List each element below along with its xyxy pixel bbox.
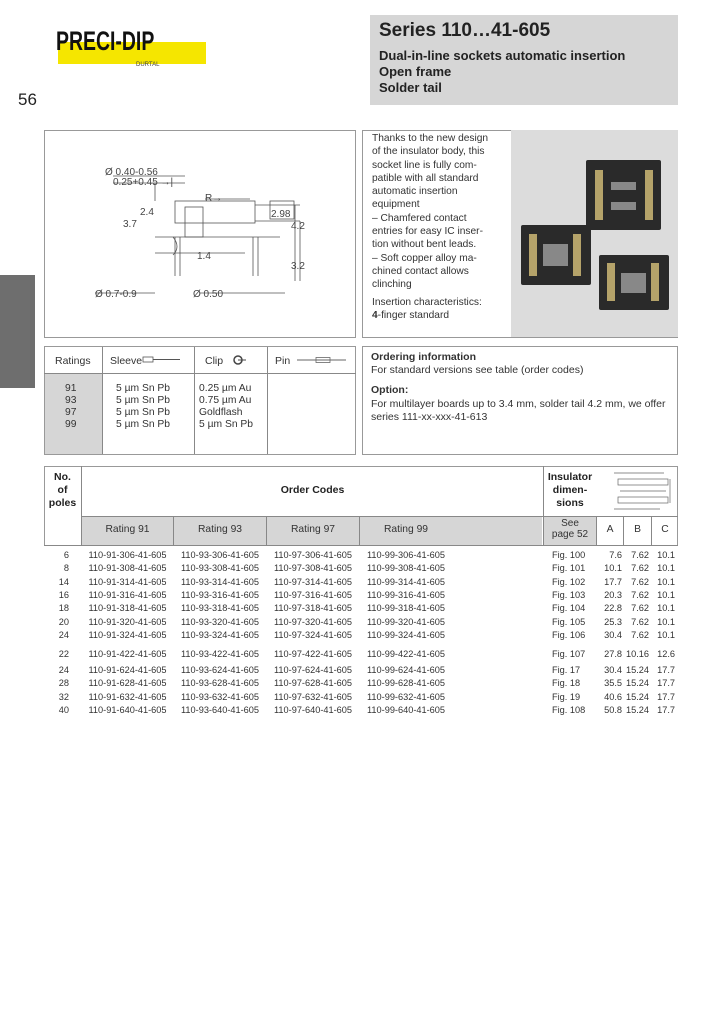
table-cell-r99: 110-99-308-41-605 <box>367 563 445 574</box>
product-photo <box>511 130 678 337</box>
desc-line: socket line is fully com- <box>372 159 477 171</box>
no-of-poles-line: poles <box>48 497 77 509</box>
table-cell-poles: 32 <box>58 691 69 702</box>
sleeve-value: 5 µm Sn Pb <box>116 407 171 418</box>
table-cell-r99: 110-99-320-41-605 <box>367 616 445 627</box>
table-cell-r99: 110-99-640-41-605 <box>367 705 445 715</box>
option-line-2: series 111-xx-xxx-41-613 <box>371 411 488 423</box>
table-cell-r91: 110-91-308-41-605 <box>88 563 167 574</box>
table-cell-fig: Fig. 100 <box>552 550 586 560</box>
insulator-line: sions <box>556 497 584 509</box>
table-cell-poles: 40 <box>58 705 69 715</box>
table-cell-b: 15.24 <box>626 678 649 689</box>
table-cell-a: 22.8 <box>604 603 622 614</box>
table-cell-r97: 110-97-320-41-605 <box>274 616 352 627</box>
option-line-1: For multilayer boards up to 3.4 mm, solder tail 4.2 mm, we offer <box>371 398 666 410</box>
ratings-col-line <box>102 347 103 454</box>
table-cell-poles: 6 <box>63 550 69 560</box>
ordering-title: Ordering information <box>371 351 476 363</box>
page-number: 56 <box>18 90 37 109</box>
insertion-value-rest: -finger standard <box>377 309 450 321</box>
insertion-label: Insertion characteristics: <box>372 296 482 308</box>
table-cell-a: 30.4 <box>604 665 622 676</box>
no-of-poles-line: of <box>57 484 68 496</box>
table-cell-c: 10.1 <box>657 616 675 627</box>
sleeve-value: 5 µm Sn Pb <box>116 395 171 406</box>
subtitle-line-2: Open frame <box>379 64 452 79</box>
table-cell-c: 17.7 <box>657 705 675 715</box>
option-title: Option: <box>371 384 409 396</box>
socket-photo-illustration <box>511 130 678 337</box>
table-cell-r97: 110-97-632-41-605 <box>274 691 352 702</box>
table-cell-r93: 110-93-320-41-605 <box>181 616 259 627</box>
drawing-label-9: 3.2 <box>291 261 305 272</box>
desc-line: tion without bent leads. <box>372 239 477 251</box>
table-cell-b: 7.62 <box>631 576 649 587</box>
table-cell-a: 27.8 <box>604 648 622 659</box>
table-cell-r99: 110-99-324-41-605 <box>367 629 445 640</box>
no-of-poles-header <box>44 471 81 510</box>
rating-97-header: Rating 97 <box>290 524 336 535</box>
clip-value: 5 µm Sn Pb <box>199 419 254 430</box>
table-cell-fig: Fig. 107 <box>552 648 586 659</box>
table-cell-poles: 14 <box>58 576 69 587</box>
drawing-label-2: 0.25+0.45 →| <box>113 177 174 188</box>
table-cell-r93: 110-93-624-41-605 <box>181 665 259 676</box>
table-cell-r97: 110-97-314-41-605 <box>274 576 352 587</box>
table-cell-r99: 110-99-314-41-605 <box>367 576 445 587</box>
table-cell-b: 7.62 <box>631 550 649 560</box>
table-cell-r91: 110-91-318-41-605 <box>88 603 167 614</box>
table-cell-b: 7.62 <box>631 563 649 574</box>
sleeve-icon <box>142 355 182 365</box>
see-page-line: See <box>561 518 579 529</box>
table-cell-fig: Fig. 19 <box>552 691 581 702</box>
table-cell-poles: 16 <box>58 589 69 600</box>
table-cell-r97: 110-97-318-41-605 <box>274 603 352 614</box>
table-cell-c: 17.7 <box>657 665 675 676</box>
table-cell-r97: 110-97-624-41-605 <box>274 665 352 676</box>
table-cell-r93: 110-93-422-41-605 <box>181 648 259 659</box>
table-cell-a: 30.4 <box>604 629 622 640</box>
table-cell-fig: Fig. 106 <box>552 629 586 640</box>
table-cell-r99: 110-99-632-41-605 <box>367 691 445 702</box>
table-cell-a: 50.8 <box>604 705 622 715</box>
table-cell-fig: Fig. 103 <box>552 589 586 600</box>
table-cell-r91: 110-91-422-41-605 <box>88 648 167 659</box>
brand-logo: PRECI-DIP <box>56 26 155 56</box>
table-cell-b: 7.62 <box>631 616 649 627</box>
sleeve-value: 5 µm Sn Pb <box>116 419 171 430</box>
table-cell-c: 10.1 <box>657 603 675 614</box>
table-cell-c: 10.1 <box>657 550 675 560</box>
table-cell-r99: 110-99-628-41-605 <box>367 678 445 689</box>
table-cell-poles: 8 <box>63 563 69 574</box>
drawing-label-6: 2.98 <box>271 209 291 220</box>
table-cell-r97: 110-97-422-41-605 <box>274 648 352 659</box>
table-cell-poles: 24 <box>58 665 69 676</box>
table-cell-poles: 24 <box>58 629 69 640</box>
desc-line: patible with all standard <box>372 172 479 184</box>
table-cell-r97: 110-97-640-41-605 <box>274 705 352 715</box>
table-cell-r93: 110-93-308-41-605 <box>181 563 259 574</box>
cross-section-drawing <box>45 131 355 337</box>
table-cell-r93: 110-93-306-41-605 <box>181 550 259 560</box>
clip-icon <box>231 355 247 365</box>
sleeve-value: 5 µm Sn Pb <box>116 383 171 394</box>
table-cell-r91: 110-91-314-41-605 <box>88 576 167 587</box>
dim-a-header: A <box>606 524 614 535</box>
drawing-label-1: Ø 0.40-0.56 <box>105 167 158 178</box>
table-cell-r97: 110-97-306-41-605 <box>274 550 352 560</box>
drawing-label-5: 3.7 <box>123 219 137 230</box>
insertion-value-bold: 4 <box>372 309 378 321</box>
rating-93-header: Rating 93 <box>197 524 243 535</box>
table-line <box>81 516 678 517</box>
sleeve-header: Sleeve <box>110 355 143 367</box>
table-cell-r99: 110-99-306-41-605 <box>367 550 445 560</box>
table-cell-c: 10.1 <box>657 576 675 587</box>
table-cell-poles: 22 <box>58 648 69 659</box>
table-cell-c: 17.7 <box>657 691 675 702</box>
table-cell-r97: 110-97-308-41-605 <box>274 563 352 574</box>
insertion-value <box>372 309 500 322</box>
desc-line: entries for easy IC inser- <box>372 226 483 238</box>
pin-icon <box>296 355 348 365</box>
table-cell-c: 10.1 <box>657 589 675 600</box>
rating-code: 91 <box>65 383 77 394</box>
table-cell-b: 7.62 <box>631 603 649 614</box>
table-cell-b: 15.24 <box>626 705 649 715</box>
table-cell-a: 17.7 <box>604 576 622 587</box>
table-cell-r93: 110-93-640-41-605 <box>181 705 259 715</box>
desc-line: of the insulator body, this <box>372 146 485 158</box>
subtitle-line-3: Solder tail <box>379 80 442 95</box>
ordering-text: For standard versions see table (order codes) <box>371 364 584 376</box>
table-cell-fig: Fig. 18 <box>552 678 581 689</box>
table-cell-poles: 28 <box>58 678 69 689</box>
insulator-dimension-icon <box>600 469 674 513</box>
table-cell-r97: 110-97-324-41-605 <box>274 629 352 640</box>
desc-line: automatic insertion <box>372 186 458 198</box>
table-cell-fig: Fig. 105 <box>552 616 586 627</box>
rating-code: 93 <box>65 395 77 406</box>
table-cell-fig: Fig. 17 <box>552 665 581 676</box>
insulator-line: Insulator <box>547 471 593 483</box>
ratings-header: Ratings <box>55 355 91 367</box>
description-text <box>372 132 500 322</box>
ratings-divider <box>44 373 356 374</box>
table-cell-a: 10.1 <box>604 563 622 574</box>
table-cell-a: 20.3 <box>604 589 622 600</box>
table-cell-r91: 110-91-632-41-605 <box>88 691 167 702</box>
table-cell-r91: 110-91-320-41-605 <box>88 616 167 627</box>
table-cell-fig: Fig. 101 <box>552 563 586 574</box>
table-cell-b: 15.24 <box>626 665 649 676</box>
table-cell-a: 40.6 <box>604 691 622 702</box>
ratings-col-line <box>194 347 195 454</box>
drawing-label-11: Ø 0.50 <box>193 289 224 300</box>
desc-line: – Chamfered contact <box>372 212 467 224</box>
table-cell-r97: 110-97-628-41-605 <box>274 678 352 689</box>
table-cell-r91: 110-91-324-41-605 <box>88 629 167 640</box>
table-cell-c: 10.1 <box>657 629 675 640</box>
table-cell-r91: 110-91-628-41-605 <box>88 678 167 689</box>
table-cell-b: 7.62 <box>631 589 649 600</box>
table-cell-a: 35.5 <box>604 678 622 689</box>
see-page-line: page 52 <box>551 529 589 540</box>
table-line <box>44 545 678 546</box>
dim-c-header: C <box>661 524 669 535</box>
table-cell-fig: Fig. 108 <box>552 705 586 715</box>
brand-tagline: DURTAL <box>136 62 160 68</box>
table-cell-r97: 110-97-316-41-605 <box>274 589 352 600</box>
clip-value: Goldflash <box>199 407 243 418</box>
table-cell-fig: Fig. 104 <box>552 603 586 614</box>
table-cell-fig: Fig. 102 <box>552 576 586 587</box>
desc-line: – Soft copper alloy ma- <box>372 252 477 264</box>
table-cell-c: 12.6 <box>657 648 675 659</box>
drawing-label-4: 2.4 <box>140 207 154 218</box>
drawing-box <box>44 130 356 338</box>
desc-line: chined contact allows <box>372 265 469 277</box>
no-of-poles-line: No. <box>54 471 71 483</box>
rating-code: 99 <box>65 419 77 430</box>
clip-header: Clip <box>205 355 224 367</box>
table-cell-r99: 110-99-318-41-605 <box>367 603 445 614</box>
drawing-label-3: R→ <box>205 193 223 204</box>
see-page-header <box>544 518 596 540</box>
table-cell-poles: 20 <box>58 616 69 627</box>
ratings-col-line <box>267 347 268 454</box>
order-codes-header: Order Codes <box>280 484 345 496</box>
table-cell-b: 15.24 <box>626 691 649 702</box>
table-cell-r91: 110-91-640-41-605 <box>88 705 167 715</box>
table-cell-r93: 110-93-318-41-605 <box>181 603 259 614</box>
desc-line: equipment <box>372 199 420 211</box>
table-cell-b: 10.16 <box>626 648 649 659</box>
dim-b-header: B <box>634 524 641 535</box>
insulator-header <box>544 471 596 510</box>
drawing-label-10: Ø 0.7-0.9 <box>95 289 137 300</box>
table-cell-r99: 110-99-316-41-605 <box>367 589 445 600</box>
table-cell-r91: 110-91-316-41-605 <box>88 589 167 600</box>
table-cell-r93: 110-93-628-41-605 <box>181 678 259 689</box>
rating-99-header: Rating 99 <box>383 524 429 535</box>
subtitle-line-1: Dual-in-line sockets automatic insertion <box>379 48 626 63</box>
table-cell-r93: 110-93-316-41-605 <box>181 589 259 600</box>
desc-line: Thanks to the new design <box>372 133 489 144</box>
rating-code: 97 <box>65 407 77 418</box>
drawing-label-8: 1.4 <box>197 251 211 262</box>
pin-header: Pin <box>275 355 291 367</box>
table-cell-r99: 110-99-624-41-605 <box>367 665 445 676</box>
table-cell-a: 25.3 <box>604 616 622 627</box>
table-cell-poles: 18 <box>58 603 69 614</box>
table-cell-r99: 110-99-422-41-605 <box>367 648 445 659</box>
table-cell-a: 7.6 <box>609 550 622 560</box>
clip-value: 0.75 µm Au <box>199 395 252 406</box>
clip-value: 0.25 µm Au <box>199 383 252 394</box>
rating-91-header: Rating 91 <box>105 524 150 535</box>
desc-line: clinching <box>372 279 412 291</box>
table-cell-r93: 110-93-314-41-605 <box>181 576 259 587</box>
series-title: Series 110…41-605 <box>379 20 551 41</box>
table-cell-c: 17.7 <box>657 678 675 689</box>
table-cell-r93: 110-93-632-41-605 <box>181 691 259 702</box>
side-tab <box>0 275 35 388</box>
drawing-label-7: 4.2 <box>291 221 305 232</box>
table-cell-b: 7.62 <box>631 629 649 640</box>
table-cell-c: 10.1 <box>657 563 675 574</box>
table-cell-r93: 110-93-324-41-605 <box>181 629 259 640</box>
table-cell-r91: 110-91-624-41-605 <box>88 665 167 676</box>
table-cell-r91: 110-91-306-41-605 <box>88 550 167 560</box>
insulator-line: dimen- <box>552 484 588 496</box>
